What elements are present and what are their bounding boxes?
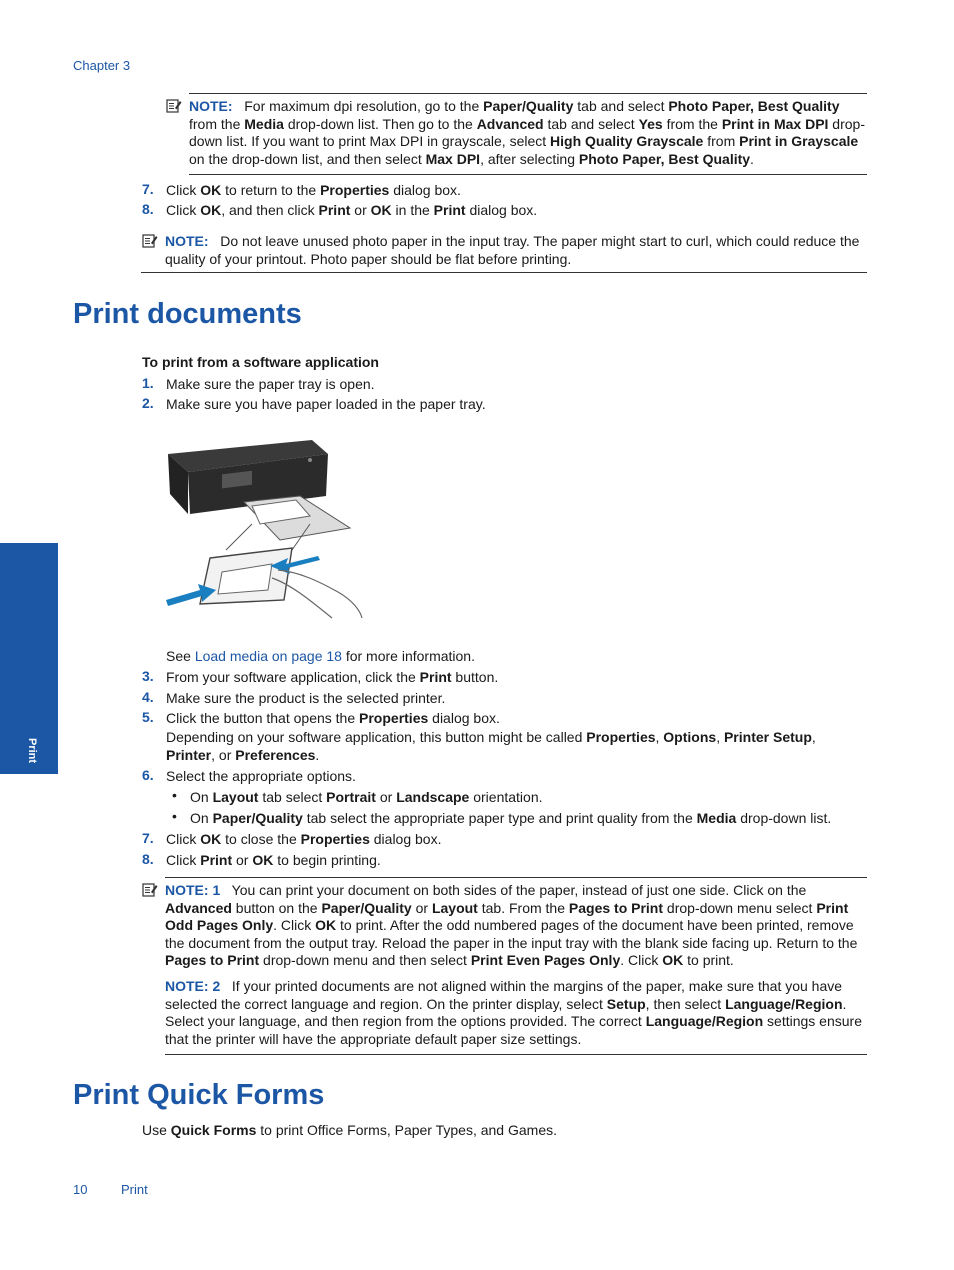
chapter-label: Chapter 3 xyxy=(73,58,131,73)
step-text: Click OK to close the Properties dialog box. xyxy=(166,831,442,847)
printer-illustration xyxy=(160,432,375,624)
step-number: 5. xyxy=(142,709,154,725)
page-number: 10 xyxy=(73,1182,88,1197)
step-number: 1. xyxy=(142,375,154,391)
step-number: 3. xyxy=(142,668,154,684)
bullet-icon: • xyxy=(172,787,177,803)
note-label: NOTE: 2 xyxy=(165,978,221,994)
note-icon xyxy=(142,882,158,898)
step-text: Click OK to return to the Properties dialog box. xyxy=(166,182,461,198)
note-max-dpi-text: NOTE: For maximum dpi resolution, go to the Paper/Quality tab and select Photo Paper, Best Quality from the Media drop-down list. Then go to the Advanced tab and select Yes from the Print in Max DPI drop-down list. If you want to print Max DPI in grayscale, select High Quality Grayscale from Print in Grayscale on the drop-down list, and then select Max DPI, after selecting Photo Paper, Best Quality. xyxy=(189,98,865,167)
step-text: Make sure you have paper loaded in the paper tray. xyxy=(166,396,486,412)
see-reference: See Load media on page 18 for more information. xyxy=(166,648,475,664)
note-label: NOTE: 1 xyxy=(165,882,221,898)
step-number: 7. xyxy=(142,830,154,846)
section-title: Print Quick Forms xyxy=(73,1079,325,1111)
power-button xyxy=(308,458,312,462)
step-text: Make sure the product is the selected printer. xyxy=(166,690,446,706)
side-tab-label: Print xyxy=(26,738,38,764)
step-text: From your software application, click the Print button. xyxy=(166,669,499,685)
section-title: Print documents xyxy=(73,298,302,330)
step-number: 4. xyxy=(142,689,154,705)
hand-outline xyxy=(278,570,362,618)
section-intro: Use Quick Forms to print Office Forms, Paper Types, and Games. xyxy=(142,1122,558,1138)
note-icon xyxy=(166,98,182,114)
note-double-sided-text: NOTE: 1 You can print your document on both sides of the paper, instead of just one side. Click on the Advanced button on the Paper/Quality or Layout tab. From the Pages to Print drop-down menu select Print Odd Pages Only. Click OK to print. After the odd numbered pages of the document have been printed, remove the document from the output tray. Reload the paper in the input tray with the blank side facing up. Return to the Pages to Print drop-down menu and then select Print Even Pages Only. Click OK to print. xyxy=(165,882,858,968)
note-photo-paper-text: NOTE: Do not leave unused photo paper in the input tray. The paper might start to curl, which could reduce the quality of your printout. Photo paper should be flat before printing. xyxy=(165,233,860,267)
bullet-icon: • xyxy=(172,808,177,824)
note-label: NOTE: xyxy=(165,233,209,249)
step-text: Make sure the paper tray is open. xyxy=(166,376,375,392)
step-number: 7. xyxy=(142,181,154,197)
step-number: 8. xyxy=(142,201,154,217)
procedure-heading: To print from a software application xyxy=(142,354,379,370)
bullet-text: On Paper/Quality tab select the appropriate paper type and print quality from the Media drop-down list. xyxy=(190,810,832,826)
step-text: Select the appropriate options. xyxy=(166,768,356,784)
step-text: Click Print or OK to begin printing. xyxy=(166,852,381,868)
step-number: 6. xyxy=(142,767,154,783)
note-icon xyxy=(142,233,158,249)
step-number: 8. xyxy=(142,851,154,867)
note-alignment-text: NOTE: 2 If your printed documents are not aligned within the margins of the paper, make sure that you have selected the correct language and region. On the printer display, select Setup, then select Language/Region. Select your language, and then region from the options provided. The correct Language/Region settings ensure that the printer will have the appropriate default paper size settings. xyxy=(165,978,862,1047)
load-media-link[interactable]: Load media on page 18 xyxy=(194,648,342,664)
bullet-text: On Layout tab select Portrait or Landscape orientation. xyxy=(190,789,543,805)
note-label: NOTE: xyxy=(189,98,233,114)
footer-section: Print xyxy=(121,1182,148,1197)
step-text: Click the button that opens the Properties dialog box. xyxy=(166,710,500,726)
step-number: 2. xyxy=(142,395,154,411)
step-text: Click OK, and then click Print or OK in the Print dialog box. xyxy=(166,202,538,218)
step-detail: Depending on your software application, this button might be called Properties, Options, Printer Setup, Printer, or Preferences. xyxy=(166,729,816,763)
